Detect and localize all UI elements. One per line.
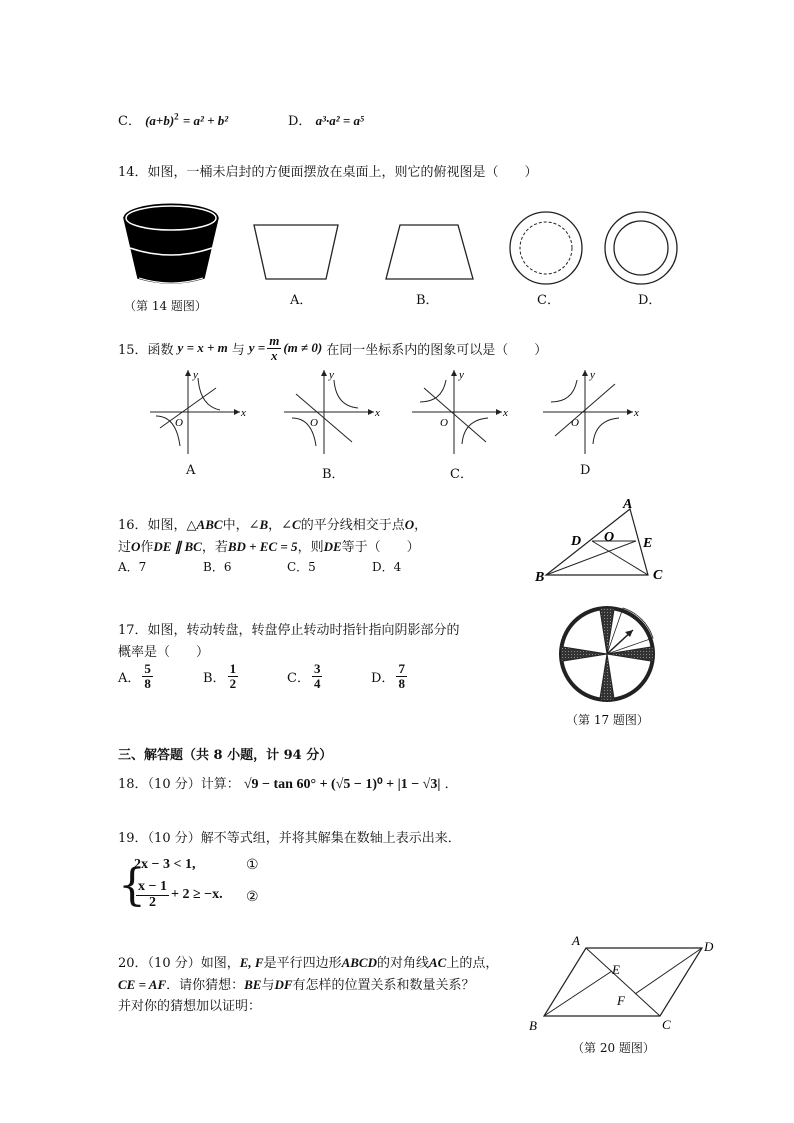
q20-stem-line1: 20．（10 分）如图，E, F是平行四边形ABCD的对角线AC上的点， (118, 955, 499, 971)
q20-label-e: E (612, 962, 620, 977)
q14-option-d-label: D． (638, 293, 662, 308)
q20-stem-line2: CE = AF．请你猜想：BE与DF有怎样的位置关系和数量关系？ (118, 977, 475, 993)
q14-option-b-figure (383, 222, 478, 282)
q20-label-f: F (617, 993, 625, 1008)
section3-title: 三、解答题（共 8 小题，计 94 分） (118, 748, 333, 763)
q16-option-a: A．7 (118, 560, 147, 574)
q16-stem-line2: 过O作DE ∥ BC，若BD + EC = 5，则DE等于（ ） (118, 539, 420, 555)
q14-option-a-figure (250, 222, 345, 282)
q16-label-c: C (653, 568, 663, 583)
q15-option-a-label: A (186, 463, 196, 478)
svg-text:y: y (193, 369, 198, 381)
q14-option-c-label: C． (537, 293, 560, 308)
q16-option-b: B．6 (203, 560, 232, 574)
q15-option-c-label: C． (450, 467, 473, 482)
q16-label-b: B (535, 570, 545, 585)
q17-option-b: B． $\frac{1}{2}$ (203, 661, 237, 691)
q17-figure-caption: （第 17 题图） (566, 713, 649, 727)
q16-option-c: C．5 (287, 560, 316, 574)
q15-stem: 15．函数 y = x + m 与 y = $\frac{m}{x}$ (m ≠ 0) 在同一坐标系内的图象可以是（ ） (118, 333, 548, 363)
q20-label-c: C (662, 1017, 671, 1032)
q20-parallelogram-figure (526, 930, 722, 1036)
q19-inequality-2: $\frac{x - 1}{2}$ + 2 ≥ −x. (138, 879, 223, 910)
q19-system-brace: { (118, 860, 146, 911)
q14-option-b-label: B． (416, 293, 439, 308)
q17-stem-line2: 概率是（ ） (118, 645, 210, 660)
q15-option-d-graph (541, 366, 641, 456)
q19-mark-1: ① (246, 857, 259, 873)
q16-stem-line1: 16．如图，△ABC中，∠B，∠C的平分线相交于点O， (118, 517, 428, 533)
q16-label-o: O (604, 530, 615, 545)
svg-text:y: y (590, 369, 595, 381)
svg-text:y: y (459, 369, 464, 381)
svg-text:x: x (503, 407, 508, 419)
q20-label-b: B (529, 1018, 537, 1033)
q19-inequality-1: 2x − 3 < 1, (134, 857, 196, 872)
svg-text:O: O (175, 417, 183, 429)
q14-option-a-label: A． (290, 293, 313, 308)
svg-text:x: x (241, 407, 246, 419)
svg-text:x: x (634, 407, 639, 419)
q17-option-d: D． $\frac{7}{8}$ (371, 661, 405, 691)
svg-text:O: O (440, 417, 448, 429)
q16-option-d: D．4 (372, 560, 402, 574)
q14-option-d-figure (601, 208, 681, 288)
q15-option-a-graph (148, 366, 248, 456)
q14-figure-caption: （第 14 题图） (124, 299, 207, 313)
q17-option-a: A． $\frac{5}{8}$ (118, 661, 151, 691)
q16-label-e: E (643, 536, 653, 551)
q17-option-c: C． $\frac{3}{4}$ (287, 661, 321, 691)
q16-triangle-figure (532, 493, 672, 589)
q20-figure-caption: （第 20 题图） (572, 1041, 655, 1055)
q15-option-c-graph (410, 366, 510, 456)
svg-text:x: x (375, 407, 380, 419)
q14-option-c-figure (506, 208, 586, 288)
q15-option-b-graph (282, 366, 382, 456)
q20-label-a: A (572, 933, 580, 948)
q19-mark-2: ② (246, 889, 259, 905)
q18-stem: 18．（10 分）计算： √9 − tan 60° + (√5 − 1)⁰ + |1 − √3| ． (118, 777, 458, 792)
q15-option-d-label: D (580, 463, 591, 478)
q19-stem: 19．（10 分）解不等式组，并将其解集在数轴上表示出来． (118, 831, 461, 846)
q16-label-d: D (571, 534, 582, 549)
q17-stem-line1: 17．如图，转动转盘，转盘停止转动时指针指向阴影部分的 (118, 623, 460, 638)
svg-text:O: O (310, 417, 318, 429)
q20-label-d: D (704, 939, 714, 954)
q13-option-c: C． $(a+b)^2 = a^2 + b^2$ (118, 111, 229, 129)
q17-spinner-figure (553, 600, 661, 708)
q14-stem: 14．如图，一桶未启封的方便面摆放在桌面上，则它的俯视图是（ ） (118, 165, 538, 180)
q15-option-b-label: B． (322, 467, 345, 482)
q14-noodle-bucket-figure (115, 198, 223, 298)
svg-text:O: O (571, 417, 579, 429)
svg-text:y: y (329, 369, 334, 381)
q20-stem-line3: 并对你的猜想加以证明： (118, 999, 262, 1014)
q16-label-a: A (623, 497, 633, 512)
q13-option-d: D． a³·a² = a⁵ (288, 113, 365, 129)
